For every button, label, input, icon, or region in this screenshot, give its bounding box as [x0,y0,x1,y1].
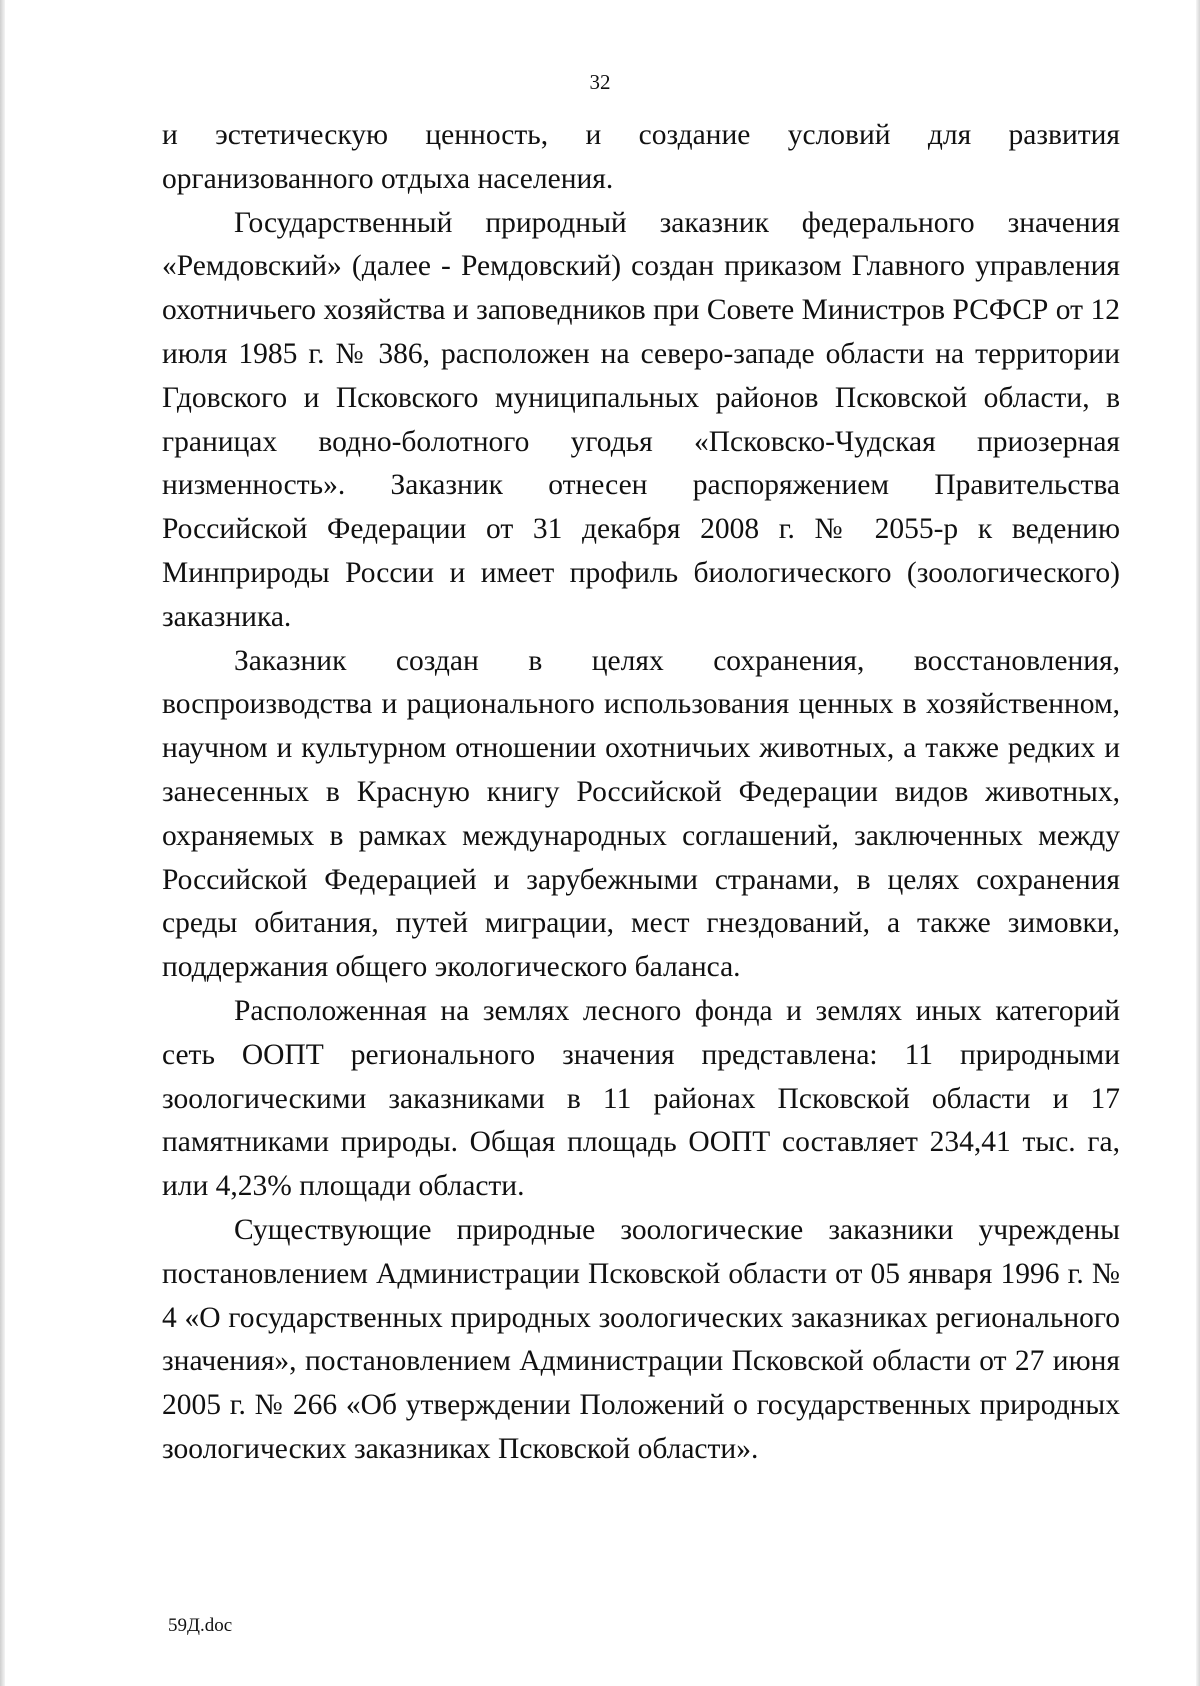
paragraph-reserve-purpose: Заказник создан в целях сохранения, восстановления, воспроизводства и рационального использования ценных в хозяйственном, научном и культурном отношении охотничьих животных, а также редких и занесенных в Красную книгу Российской Федерации видов животных, охраняемых в рамках международных соглашений, заключенных между Российской Федерацией и зарубежными странами, в целях сохранения среды обитания, путей миграции, мест гнездований, а также зимовки, поддержания общего экологического баланса. [162,644,1120,984]
paragraph-regional-network: Расположенная на землях лесного фонда и землях иных категорий сеть ООПТ регионального значения представлена: 11 природными зоологическими заказниками в 11 районах Псковской области и 17 памятниками природы. Общая площадь ООПТ составляет 234,41 тыс. га, или 4,23% площади области. [162,994,1120,1203]
paragraph-continuation: и эстетическую ценность, и создание условий для развития организованного отдыха населения. [162,119,1120,195]
page-number: 32 [589,70,611,94]
scan-edge-left [0,0,5,1686]
paragraph-remdovsky-reserve: Государственный природный заказник федерального значения «Ремдовский» (далее - Ремдовский) создан приказом Главного управления охотничьего хозяйства и заповедников при Совете Министров РСФСР от 12 июля 1985 г. № 386, расположен на северо-западе области на территории Гдовского и Псковского муниципальных районов Псковской области, в границах водно-болотного угодья «Псковско-Чудская приозерная низменность». Заказник отнесен распоряжением Правительства Российской Федерации от 31 декабря 2008 г. № 2055-р к ведению Минприроды России и имеет профиль биологического (зоологического) заказника. [162,206,1120,633]
document-body [162,114,1120,1472]
paragraph-establishment-decrees: Существующие природные зоологические заказники учреждены постановлением Администрации Псковской области от 05 января 1996 г. № 4 «О государственных природных зоологических заказниках регионального значения», постановлением Администрации Псковской области от 27 июня 2005 г. № 266 «Об утверждении Положений о государственных природных зоологических заказниках Псковской области». [162,1213,1120,1465]
scan-edge-right [1196,0,1200,1686]
footer-filename: 59Д.doc [168,1615,233,1636]
